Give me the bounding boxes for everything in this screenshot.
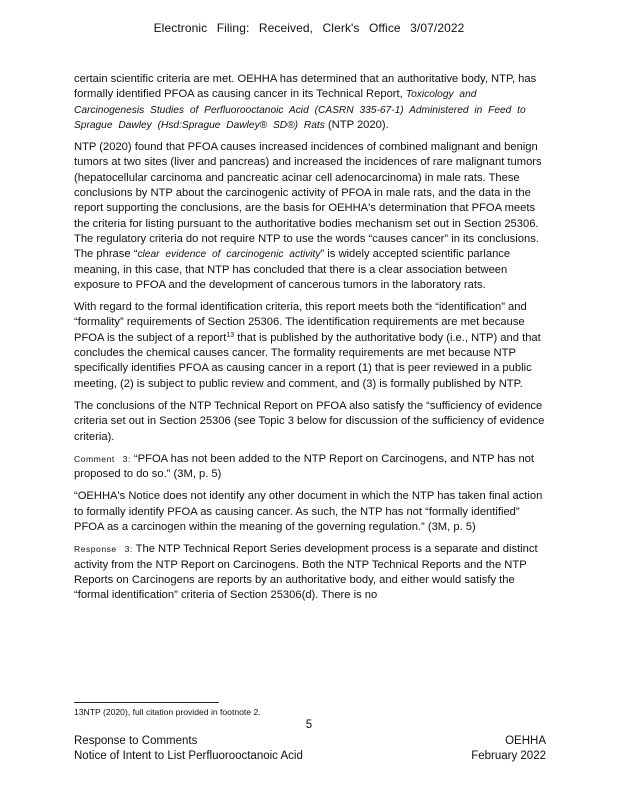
comment-3 <box>74 452 546 483</box>
footer-doc-title: Notice of Intent to List Perfluorooctanoic Acid <box>74 749 303 762</box>
paragraph-authoritative-body <box>74 72 546 133</box>
paragraph-text: that is published by the authoritative body (i.e., NTP) and that concludes the chemical causes cancer. The formality requirements are met because NTP specifically identifies PFOA as causing cancer in a report (1) that is peer reviewed in a public meeting, (2) is subject to public review and comment, and (3) is formally published by NTP. <box>74 331 541 390</box>
paragraph-sufficiency: The conclusions of the NTP Technical Report on PFOA also satisfy the “sufficiency of evidence criteria set out in Section 25306 (see Topic 3 below for discussion of the sufficiency of evidence criteria). <box>74 399 545 443</box>
page-number: 5 <box>305 719 313 731</box>
response-text: The NTP Technical Report Series development process is a separate and distinct activity from the NTP Report on Carcinogens. Both the NTP Technical Reports and the NTP Reports on Carcinogens are reports by an authoritative body, and either would satisfy the “formal identification” criteria of Section 25306(d). There is no <box>74 543 538 602</box>
comment-text: “PFOA has not been added to the NTP Report on Carcinogens, and NTP has not proposed to do so.” (3M, p. 5) <box>74 452 535 481</box>
report-title: Toxicology and Carcinogenesis Studies of Perfluorooctanoic Acid (CASRN 335-67-1) Administered in Feed to Sprague Dawley (Hsd:Sprague Dawley® SD®) Rats <box>74 89 526 131</box>
response-label: Response 3: <box>74 544 133 555</box>
paragraph-quote: “OEHHA's Notice does not identify any other document in which the NTP has taken final action to formally identify PFOA as causing cancer. As such, the NTP has not “formally identified” PFOA as a carcinogen within the meaning of the governing regulation.” (3M, p. 5) <box>74 490 543 534</box>
footer-date: February 2022 <box>471 749 546 762</box>
paragraph-formal-identification <box>74 300 546 392</box>
comment-label: Comment 3: <box>74 453 131 464</box>
footer-doc-type: Response to Comments <box>74 735 198 747</box>
clear-evidence-phrase: clear evidence of carcinogenic activity <box>137 249 321 261</box>
filing-stamp: Electronic Filing: Received, Clerk's Office 3/07/2022 <box>153 21 465 35</box>
paragraph-text: With regard to the formal identification criteria, this report meets both the “identification” and “formality” requirements of Section 25306. The identification requirements are met because PFOA is the subject of a report <box>74 301 527 344</box>
paragraph-text: NTP (2020) found that PFOA causes increased incidences of combined malignant and benign tumors at two sites (liver and pancreas) and increased the incidences of rare malignant tumors (hepatocellular carcinoma and pancreatic acinar cell adenocarcinoma) in male rats. These conclusions by NTP about the carcinogenic activity of PFOA in male rats, and the data in the report supporting the conclusions, are the basis for OEHHA's determination that PFOA meets the criteria for listing pursuant to the authoritative bodies mechanism set out in Section 25306. The regulatory criteria do not require NTP to use the words “causes cancer” in its conclusions. The phrase “ <box>74 141 542 261</box>
footnote-ref: 13 <box>226 331 235 339</box>
footer-right <box>471 734 546 763</box>
footnote-divider <box>74 702 219 703</box>
footer-left <box>74 734 303 763</box>
document-body <box>74 72 546 611</box>
paragraph-ntp-findings <box>74 140 546 293</box>
footer-agency: OEHHA <box>505 735 546 747</box>
paragraph-text: ” is widely accepted scientific parlance meaning, in this case, that NTP has concluded that there is a clear association between exposure to PFOA and the development of cancerous tumors in the laboratory rats. <box>74 248 511 291</box>
citation: (NTP 2020). <box>324 118 389 131</box>
footnote: 13NTP (2020), full citation provided in footnote 2. <box>74 707 261 717</box>
paragraph-text: certain scientific criteria are met. OEHHA has determined that an authoritative body, NTP, has formally identified PFOA as causing cancer in its Technical Report, <box>74 73 537 101</box>
response-3 <box>74 542 546 603</box>
